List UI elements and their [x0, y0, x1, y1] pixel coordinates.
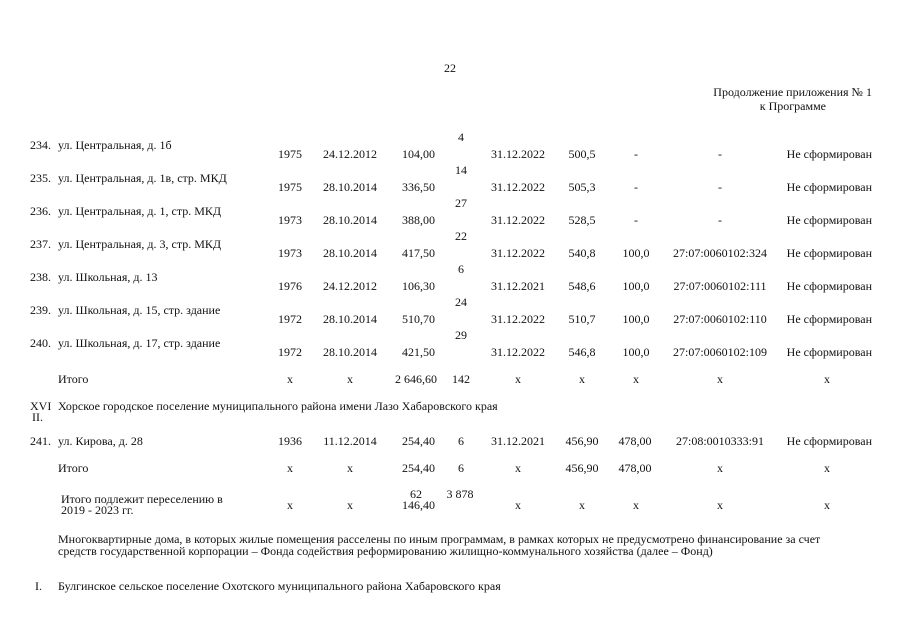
row-cadastral: -: [718, 180, 722, 194]
row-people: 22: [455, 229, 467, 243]
total-val1: 456,90: [565, 461, 599, 475]
row-val1: 548,6: [568, 279, 596, 293]
row-status: Не сформирован: [786, 246, 872, 260]
row-plan-date: 31.12.2022: [491, 147, 545, 161]
section-number: XVI: [30, 399, 52, 413]
grand-total-val1: х: [579, 498, 585, 512]
row-val2: 100,0: [622, 246, 650, 260]
row-val1: 500,5: [568, 147, 596, 161]
row-cadastral: 27:07:0060102:110: [673, 312, 767, 326]
note-line1: Многоквартирные дома, в которых жилые помещения расселены по иным программам, в рамках которых не предусмотрено финансирование за счет: [58, 532, 821, 546]
row-people: 24: [455, 295, 467, 309]
row-cadastral: -: [718, 147, 722, 161]
total-val2: 478,00: [618, 461, 652, 475]
row-val2: 478,00: [618, 434, 652, 448]
row-people: 4: [458, 130, 464, 144]
row-address: ул. Центральная, д. 1б: [58, 138, 172, 152]
row-address: ул. Центральная, д. 1в, стр. МКД: [58, 171, 227, 185]
row-status: Не сформирован: [786, 147, 872, 161]
row-people: 14: [455, 163, 467, 177]
total-date: х: [347, 461, 353, 475]
row-plan-date: 31.12.2022: [491, 180, 545, 194]
row-status: Не сформирован: [786, 434, 872, 448]
row-plan-date: 31.12.2021: [491, 279, 545, 293]
total-year: х: [287, 372, 293, 386]
row-val1: 456,90: [565, 434, 599, 448]
total-date: х: [347, 372, 353, 386]
row-status: Не сформирован: [786, 345, 872, 359]
row-number: 239.: [30, 303, 51, 317]
row-people: 29: [455, 328, 467, 342]
total-plan: х: [515, 461, 521, 475]
row-number: 235.: [30, 171, 51, 185]
total-area: 254,40: [402, 461, 435, 475]
row-area: 336,50: [402, 180, 435, 194]
row-date: 28.10.2014: [323, 246, 377, 260]
row-val1: 510,7: [568, 312, 596, 326]
total-val1: х: [579, 372, 585, 386]
row-year: 1973: [278, 246, 302, 260]
grand-total-label-cont: 2019 - 2023 гг.: [61, 503, 134, 517]
row-cadastral: 27:07:0060102:109: [672, 345, 767, 359]
row-date: 24.12.2012: [323, 147, 377, 161]
grand-total-people: 3 878: [446, 487, 474, 501]
row-number: 238.: [30, 270, 51, 284]
total-people: 142: [452, 372, 470, 386]
row-date: 28.10.2014: [323, 345, 377, 359]
row-year: 1972: [278, 312, 302, 326]
total-area: 2 646,60: [395, 372, 437, 386]
grand-total-status: х: [824, 498, 830, 512]
row-cadastral: 27:07:0060102:324: [672, 246, 767, 260]
row-val1: 546,8: [568, 345, 596, 359]
row-area: 510,70: [402, 312, 435, 326]
row-date: 11.12.2014: [323, 434, 377, 448]
row-number: 241.: [30, 434, 51, 448]
row-cadastral: -: [718, 213, 722, 227]
row-val2: -: [634, 213, 638, 227]
row-plan-date: 31.12.2021: [491, 434, 545, 448]
row-area: 421,50: [402, 345, 435, 359]
row-area: 388,00: [402, 213, 435, 227]
row-area: 106,30: [402, 279, 435, 293]
total-label: Итого: [58, 461, 89, 475]
grand-total-date: х: [347, 498, 353, 512]
grand-total-label: Итого подлежит переселению в: [61, 492, 223, 506]
row-val2: -: [634, 180, 638, 194]
grand-total-year: х: [287, 498, 293, 512]
row-number: 237.: [30, 237, 51, 251]
row-people: 6: [458, 434, 464, 448]
total-people: 6: [458, 461, 464, 475]
row-cadastral: 27:07:0060102:111: [673, 279, 767, 293]
row-status: Не сформирован: [786, 312, 872, 326]
grand-total-plan: х: [515, 498, 521, 512]
grand-total-val2: х: [633, 498, 639, 512]
total-cad: х: [717, 372, 723, 386]
note-line2: средств государственной корпорации – Фонда содействия реформированию жилищно-коммунального хозяйства (далее – Фонд): [58, 544, 713, 558]
row-date: 28.10.2014: [323, 312, 377, 326]
total-status: х: [824, 372, 830, 386]
total-year: х: [287, 461, 293, 475]
row-date: 28.10.2014: [323, 213, 377, 227]
row-address: ул. Центральная, д. 3, стр. МКД: [58, 237, 222, 251]
row-val2: 100,0: [622, 279, 650, 293]
row-people: 6: [458, 262, 464, 276]
row-address: ул. Школьная, д. 13: [58, 270, 158, 284]
grand-total-area: 146,40: [402, 498, 435, 512]
section-number-cont: II.: [32, 410, 43, 424]
row-plan-date: 31.12.2022: [491, 213, 545, 227]
section-title: Хорское городское поселение муниципального района имени Лазо Хабаровского края: [58, 399, 498, 413]
total-label: Итого: [58, 372, 89, 386]
row-area: 417,50: [402, 246, 435, 260]
row-people: 27: [455, 196, 467, 210]
row-val1: 528,5: [568, 213, 596, 227]
row-val2: 100,0: [622, 345, 650, 359]
row-status: Не сформирован: [786, 180, 872, 194]
row-plan-date: 31.12.2022: [491, 246, 545, 260]
row-number: 234.: [30, 138, 51, 152]
section2-title: Булгинское сельское поселение Охотского муниципального района Хабаровского края: [58, 579, 501, 593]
page-number: 22: [444, 61, 456, 75]
row-val2: -: [634, 147, 638, 161]
total-cad: х: [717, 461, 723, 475]
row-status: Не сформирован: [786, 279, 872, 293]
grand-total-cad: х: [717, 498, 723, 512]
row-year: 1976: [278, 279, 302, 293]
row-cadastral: 27:08:0010333:91: [675, 434, 764, 448]
total-status: х: [824, 461, 830, 475]
row-val2: 100,0: [622, 312, 650, 326]
row-year: 1972: [278, 345, 302, 359]
row-year: 1975: [278, 147, 302, 161]
row-address: ул. Школьная, д. 17, стр. здание: [58, 336, 221, 350]
row-address: ул. Школьная, д. 15, стр. здание: [58, 303, 221, 317]
row-number: 236.: [30, 204, 51, 218]
total-plan: х: [515, 372, 521, 386]
row-val1: 540,8: [568, 246, 596, 260]
section2-number: I.: [35, 579, 42, 593]
row-status: Не сформирован: [786, 213, 872, 227]
row-plan-date: 31.12.2022: [491, 345, 545, 359]
appendix-line2: к Программе: [759, 99, 826, 113]
row-address: ул. Центральная, д. 1, стр. МКД: [58, 204, 222, 218]
row-address: ул. Кирова, д. 28: [58, 434, 143, 448]
row-date: 28.10.2014: [323, 180, 377, 194]
row-area: 104,00: [402, 147, 435, 161]
total-val2: х: [633, 372, 639, 386]
row-year: 1973: [278, 213, 302, 227]
grand-total-area-top: 62: [410, 487, 422, 501]
row-year: 1975: [278, 180, 302, 194]
row-number: 240.: [30, 336, 51, 350]
appendix-line1: Продолжение приложения № 1: [713, 85, 872, 99]
row-area: 254,40: [402, 434, 435, 448]
row-year: 1936: [278, 434, 302, 448]
row-val1: 505,3: [568, 180, 596, 194]
row-plan-date: 31.12.2022: [491, 312, 545, 326]
row-date: 24.12.2012: [323, 279, 377, 293]
